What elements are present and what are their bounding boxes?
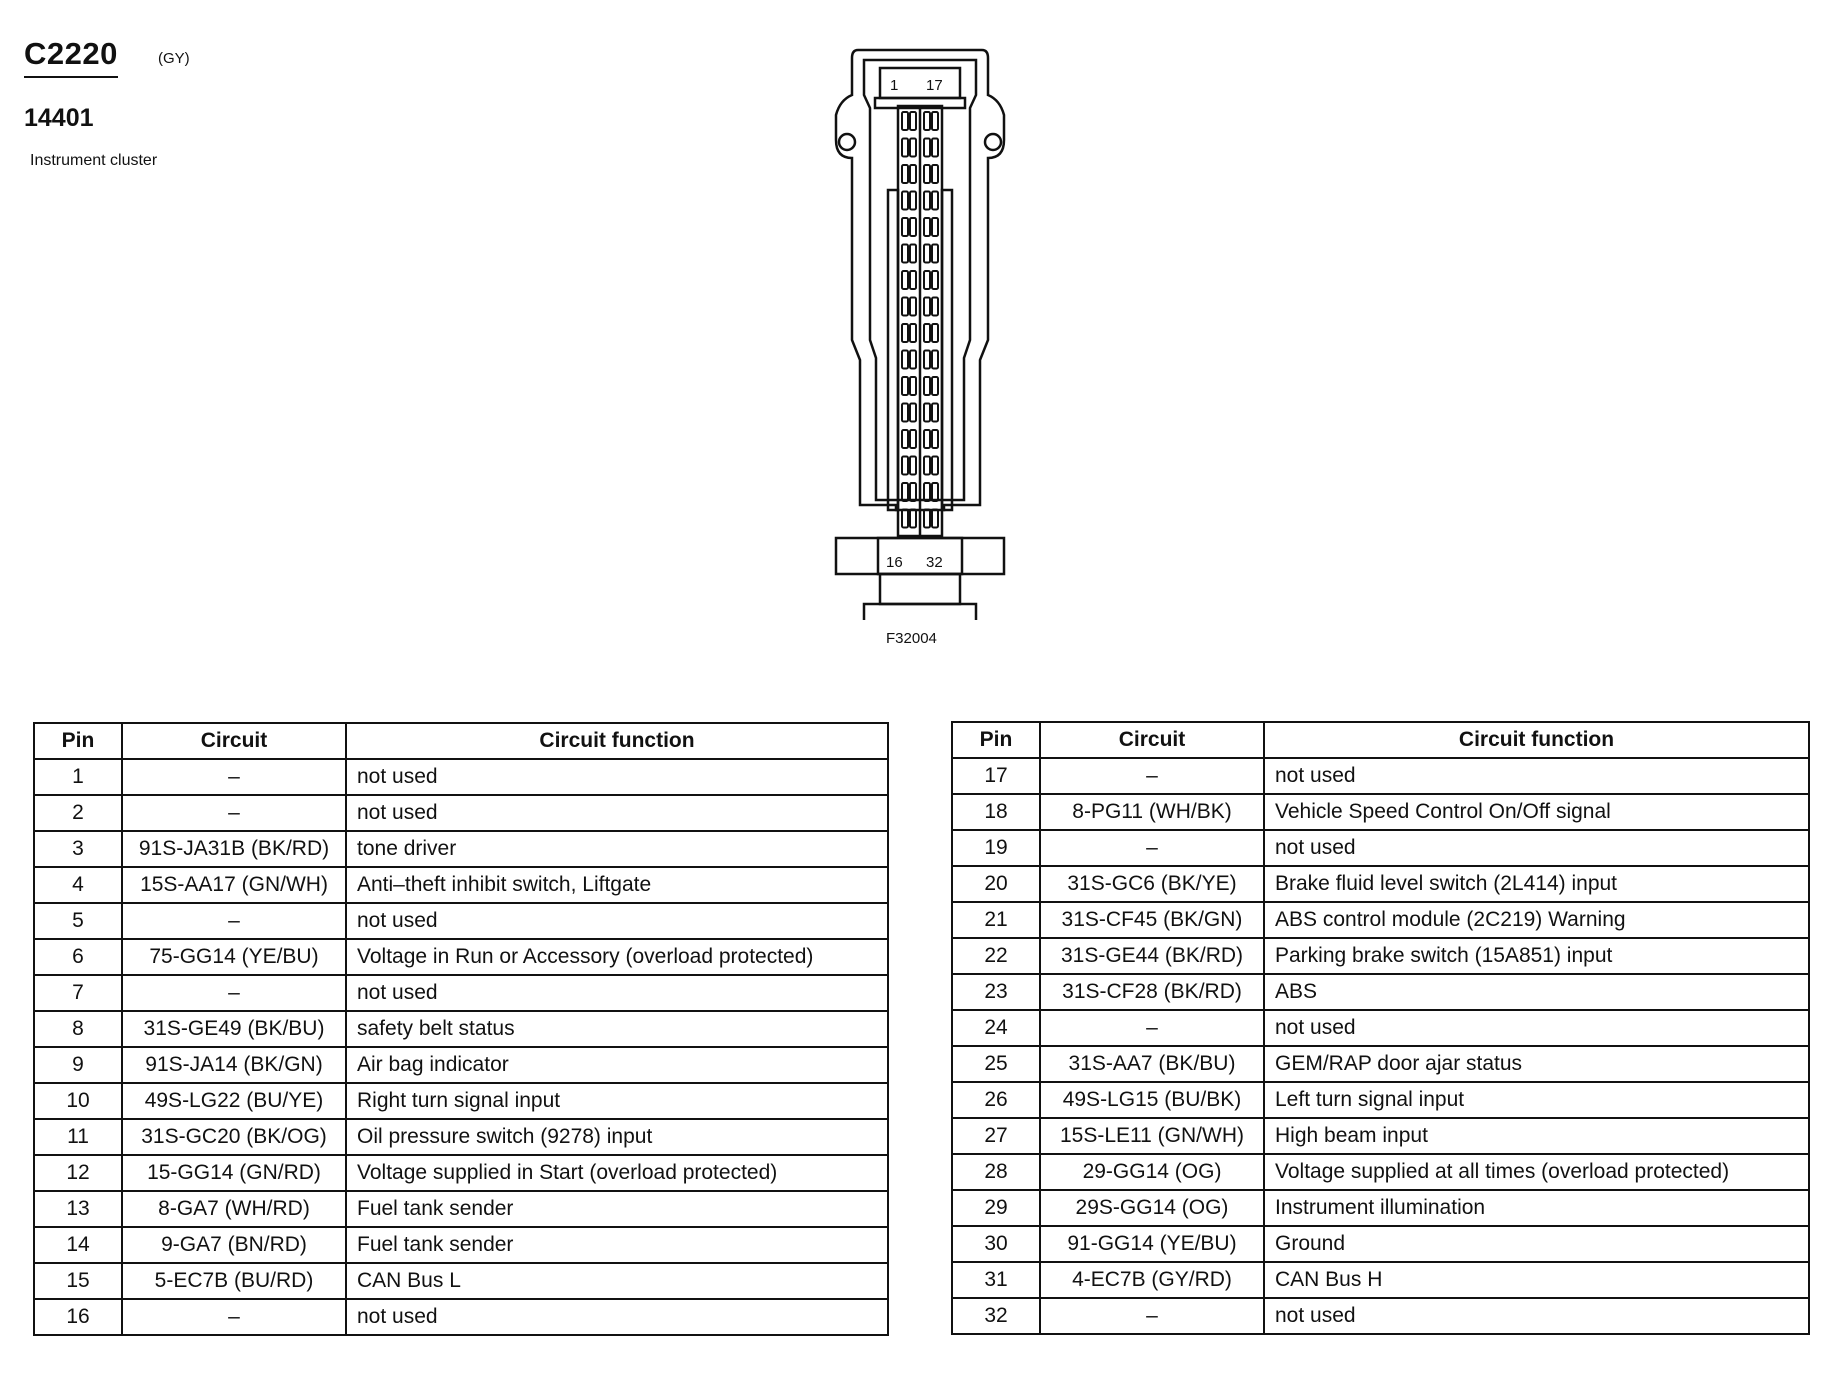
pin-label-16: 16 [886, 554, 903, 571]
table-row [34, 1227, 888, 1263]
circuit-code: 91-GG14 (YE/BU) [1040, 1226, 1264, 1262]
pin-cavity [902, 377, 908, 395]
circuit-code: – [1040, 1010, 1264, 1046]
connector-face-diagram [820, 40, 1020, 620]
circuit-function: High beam input [1264, 1118, 1809, 1154]
circuit-code: – [122, 759, 346, 795]
pin-cavity [932, 245, 938, 263]
circuit-function: GEM/RAP door ajar status [1264, 1046, 1809, 1082]
table-row [34, 1047, 888, 1083]
pin-cavity [924, 483, 930, 501]
circuit-code: 49S-LG15 (BU/BK) [1040, 1082, 1264, 1118]
table-row [952, 938, 1809, 974]
pin-cavity [932, 510, 938, 528]
pin-cavity [902, 298, 908, 316]
pin-table-right [951, 721, 1810, 1335]
table-row [34, 795, 888, 831]
connector-id: C2220 [24, 36, 118, 78]
table-row [952, 974, 1809, 1010]
table-row [34, 1263, 888, 1299]
pin-number: 18 [952, 794, 1040, 830]
pin-cavity [902, 271, 908, 289]
pin-cavity [932, 324, 938, 342]
circuit-code: 31S-CF28 (BK/RD) [1040, 974, 1264, 1010]
circuit-function: Vehicle Speed Control On/Off signal [1264, 794, 1809, 830]
pin-cavity [932, 271, 938, 289]
pin-cavity [932, 404, 938, 422]
pin-cavity [924, 218, 930, 236]
table-row [952, 1154, 1809, 1190]
table-row [34, 759, 888, 795]
pin-cavity [924, 139, 930, 157]
circuit-function: Oil pressure switch (9278) input [346, 1119, 888, 1155]
circuit-function: ABS control module (2C219) Warning [1264, 902, 1809, 938]
table-row [952, 1262, 1809, 1298]
part-number: 14401 [24, 104, 94, 132]
circuit-code: 15S-LE11 (GN/WH) [1040, 1118, 1264, 1154]
circuit-code: – [122, 1299, 346, 1335]
pin-cavity [910, 218, 916, 236]
column-header-circuit: Circuit [122, 723, 346, 759]
pin-cavity [902, 324, 908, 342]
pin-cavity [910, 271, 916, 289]
circuit-code: 31S-GC6 (BK/YE) [1040, 866, 1264, 902]
pin-cavity [924, 165, 930, 183]
table-row [952, 902, 1809, 938]
pin-label-1: 1 [890, 77, 899, 94]
circuit-code: – [122, 795, 346, 831]
pin-number: 14 [34, 1227, 122, 1263]
pin-number: 24 [952, 1010, 1040, 1046]
circuit-code: 75-GG14 (YE/BU) [122, 939, 346, 975]
pin-cavity [924, 457, 930, 475]
circuit-code: 91S-JA14 (BK/GN) [122, 1047, 346, 1083]
circuit-code: 31S-GE49 (BK/BU) [122, 1011, 346, 1047]
circuit-function: Right turn signal input [346, 1083, 888, 1119]
circuit-function: not used [346, 1299, 888, 1335]
pin-number: 2 [34, 795, 122, 831]
circuit-function: Parking brake switch (15A851) input [1264, 938, 1809, 974]
table-row [34, 975, 888, 1011]
pin-number: 22 [952, 938, 1040, 974]
circuit-function: Voltage supplied in Start (overload protected) [346, 1155, 888, 1191]
pin-cavity [902, 457, 908, 475]
circuit-code: 8-PG11 (WH/BK) [1040, 794, 1264, 830]
table-row [952, 830, 1809, 866]
circuit-function: not used [346, 795, 888, 831]
circuit-code: 5-EC7B (BU/RD) [122, 1263, 346, 1299]
circuit-function: not used [1264, 830, 1809, 866]
circuit-code: 31S-CF45 (BK/GN) [1040, 902, 1264, 938]
pin-cavity [924, 430, 930, 448]
pin-cavity [910, 351, 916, 369]
pin-cavity [924, 298, 930, 316]
table-row [952, 1046, 1809, 1082]
pin-cavity [910, 377, 916, 395]
pin-number: 29 [952, 1190, 1040, 1226]
pin-number: 32 [952, 1298, 1040, 1334]
pin-cavity [902, 192, 908, 210]
table-row [952, 758, 1809, 794]
pin-cavity [902, 404, 908, 422]
pin-cavity [902, 112, 908, 130]
table-row [34, 1155, 888, 1191]
table-row [952, 1082, 1809, 1118]
circuit-function: Ground [1264, 1226, 1809, 1262]
table-row [34, 903, 888, 939]
pin-cavity [932, 483, 938, 501]
table-row [952, 866, 1809, 902]
circuit-function: CAN Bus H [1264, 1262, 1809, 1298]
pin-number: 10 [34, 1083, 122, 1119]
circuit-function: Brake fluid level switch (2L414) input [1264, 866, 1809, 902]
pin-cavity [932, 139, 938, 157]
pin-cavity [924, 245, 930, 263]
pin-cavity [910, 165, 916, 183]
table-row [952, 1010, 1809, 1046]
pin-number: 19 [952, 830, 1040, 866]
circuit-function: Anti–theft inhibit switch, Liftgate [346, 867, 888, 903]
circuit-code: 91S-JA31B (BK/RD) [122, 831, 346, 867]
pin-number: 9 [34, 1047, 122, 1083]
column-header-circuit: Circuit [1040, 722, 1264, 758]
pin-number: 6 [34, 939, 122, 975]
pin-number: 1 [34, 759, 122, 795]
pin-number: 31 [952, 1262, 1040, 1298]
circuit-code: 15S-AA17 (GN/WH) [122, 867, 346, 903]
pin-cavity [932, 298, 938, 316]
circuit-function: Left turn signal input [1264, 1082, 1809, 1118]
pin-cavity [932, 351, 938, 369]
pin-number: 8 [34, 1011, 122, 1047]
pin-number: 26 [952, 1082, 1040, 1118]
circuit-function: not used [1264, 1298, 1809, 1334]
pin-number: 30 [952, 1226, 1040, 1262]
pin-cavity [924, 271, 930, 289]
table-row [952, 1298, 1809, 1334]
pin-cavity [924, 112, 930, 130]
circuit-code: 29-GG14 (OG) [1040, 1154, 1264, 1190]
component-description: Instrument cluster [30, 152, 158, 169]
table-row [34, 867, 888, 903]
pin-cavity [924, 377, 930, 395]
column-header-pin: Pin [34, 723, 122, 759]
bottom-base [864, 604, 976, 620]
pin-cavity [932, 165, 938, 183]
column-header-function: Circuit function [1264, 722, 1809, 758]
circuit-function: not used [1264, 1010, 1809, 1046]
table-row [34, 1011, 888, 1047]
circuit-code: – [1040, 1298, 1264, 1334]
pin-cavity [910, 430, 916, 448]
pin-number: 20 [952, 866, 1040, 902]
pin-cavity [902, 430, 908, 448]
pin-cavity [932, 430, 938, 448]
pin-cavity [932, 377, 938, 395]
circuit-function: tone driver [346, 831, 888, 867]
circuit-function: CAN Bus L [346, 1263, 888, 1299]
pin-number: 28 [952, 1154, 1040, 1190]
circuit-code: 31S-GC20 (BK/OG) [122, 1119, 346, 1155]
circuit-code: 15-GG14 (GN/RD) [122, 1155, 346, 1191]
pin-cavity [932, 112, 938, 130]
pin-cavity [910, 483, 916, 501]
pin-cavity [910, 112, 916, 130]
circuit-function: Air bag indicator [346, 1047, 888, 1083]
pin-cavity [932, 218, 938, 236]
circuit-code: – [122, 903, 346, 939]
pin-cavity [932, 457, 938, 475]
pin-cavity [910, 404, 916, 422]
column-header-function: Circuit function [346, 723, 888, 759]
pin-number: 5 [34, 903, 122, 939]
pin-cavity [902, 351, 908, 369]
circuit-function: not used [346, 903, 888, 939]
circuit-function: Fuel tank sender [346, 1227, 888, 1263]
pin-cavity [902, 218, 908, 236]
column-header-pin: Pin [952, 722, 1040, 758]
pin-cavity [924, 192, 930, 210]
circuit-function: Fuel tank sender [346, 1191, 888, 1227]
table-row [952, 794, 1809, 830]
circuit-code: – [1040, 830, 1264, 866]
circuit-code: 31S-AA7 (BK/BU) [1040, 1046, 1264, 1082]
circuit-function: Voltage supplied at all times (overload protected) [1264, 1154, 1809, 1190]
pin-cavity [910, 298, 916, 316]
pin-number: 4 [34, 867, 122, 903]
figure-id: F32004 [886, 630, 937, 647]
pin-cavity [910, 457, 916, 475]
pin-number: 27 [952, 1118, 1040, 1154]
pin-cavity [902, 139, 908, 157]
circuit-function: ABS [1264, 974, 1809, 1010]
pin-number: 17 [952, 758, 1040, 794]
circuit-code: 9-GA7 (BN/RD) [122, 1227, 346, 1263]
circuit-function: not used [1264, 758, 1809, 794]
table-row [952, 1226, 1809, 1262]
table-row [34, 1299, 888, 1335]
pin-label-32: 32 [926, 554, 943, 571]
pin-cavity [902, 510, 908, 528]
pin-cavity [924, 324, 930, 342]
circuit-function: not used [346, 975, 888, 1011]
circuit-code: 8-GA7 (WH/RD) [122, 1191, 346, 1227]
connector-color: (GY) [158, 50, 190, 67]
pin-cavity [902, 245, 908, 263]
pin-cavity [924, 404, 930, 422]
circuit-function: safety belt status [346, 1011, 888, 1047]
mount-hole-left [839, 134, 855, 150]
circuit-code: 49S-LG22 (BU/YE) [122, 1083, 346, 1119]
table-row [952, 1118, 1809, 1154]
table-row [34, 939, 888, 975]
circuit-code: 4-EC7B (GY/RD) [1040, 1262, 1264, 1298]
pin-cavity [910, 245, 916, 263]
pin-cavity [910, 192, 916, 210]
lock-bar [836, 538, 1004, 574]
pin-cavity [902, 483, 908, 501]
pin-number: 16 [34, 1299, 122, 1335]
table-row [34, 1191, 888, 1227]
circuit-code: 31S-GE44 (BK/RD) [1040, 938, 1264, 974]
pin-cavity [924, 351, 930, 369]
circuit-function: Voltage in Run or Accessory (overload protected) [346, 939, 888, 975]
pin-cavity [910, 510, 916, 528]
circuit-code: – [1040, 758, 1264, 794]
table-row [952, 1190, 1809, 1226]
pin-number: 3 [34, 831, 122, 867]
circuit-code: – [122, 975, 346, 1011]
pin-number: 23 [952, 974, 1040, 1010]
pin-number: 11 [34, 1119, 122, 1155]
pin-cavity [910, 324, 916, 342]
circuit-code: 29S-GG14 (OG) [1040, 1190, 1264, 1226]
pin-number: 7 [34, 975, 122, 1011]
pin-cavity [902, 165, 908, 183]
table-row [34, 831, 888, 867]
circuit-function: not used [346, 759, 888, 795]
table-row [34, 1119, 888, 1155]
pin-number: 13 [34, 1191, 122, 1227]
pin-number: 12 [34, 1155, 122, 1191]
circuit-function: Instrument illumination [1264, 1190, 1809, 1226]
pin-number: 25 [952, 1046, 1040, 1082]
pin-cavity [910, 139, 916, 157]
pin-number: 21 [952, 902, 1040, 938]
pin-number: 15 [34, 1263, 122, 1299]
pin-cavity [924, 510, 930, 528]
pin-label-17: 17 [926, 77, 943, 94]
pin-cavity [932, 192, 938, 210]
pin-table-left [33, 722, 889, 1336]
table-row [34, 1083, 888, 1119]
mount-hole-right [985, 134, 1001, 150]
